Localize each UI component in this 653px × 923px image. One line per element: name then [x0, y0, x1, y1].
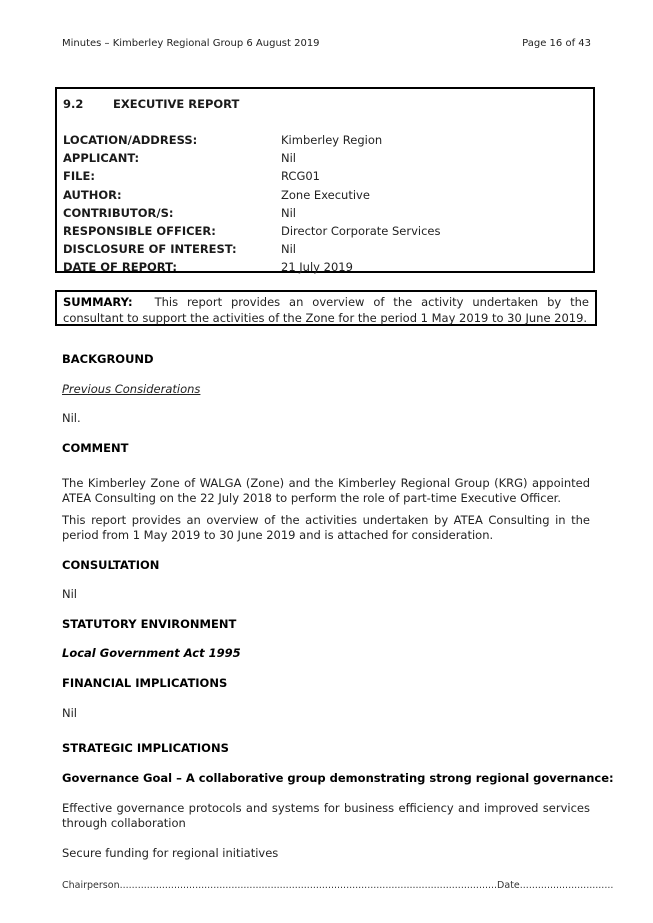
consultation-text: Nil: [62, 587, 77, 601]
detail-label: AUTHOR:: [63, 187, 122, 202]
governance-goal: Governance Goal – A collaborative group demonstrating strong regional governance:: [62, 771, 614, 785]
detail-label: DATE OF REPORT:: [63, 260, 177, 275]
detail-value: Zone Executive: [281, 187, 370, 202]
detail-row: [63, 131, 587, 149]
consultation-heading: CONSULTATION: [62, 558, 160, 572]
financial-heading: FINANCIAL IMPLICATIONS: [62, 676, 228, 690]
statutory-heading: STATUTORY ENVIRONMENT: [62, 617, 237, 631]
statutory-act: Local Government Act 1995: [62, 646, 241, 660]
signature-line: Chairperson.............................................................................................................................Date...............................: [62, 880, 614, 891]
detail-row: [63, 149, 587, 167]
background-heading: BACKGROUND: [62, 352, 154, 366]
report-details-box: [55, 87, 595, 273]
detail-value: Nil: [281, 205, 296, 220]
financial-text: Nil: [62, 706, 77, 720]
report-details-table: [63, 131, 587, 277]
page-header: [62, 38, 591, 52]
detail-label: RESPONSIBLE OFFICER:: [63, 224, 216, 239]
detail-row: [63, 186, 587, 204]
comment-paragraph-2: This report provides an overview of the activities undertaken by ATEA Consulting in the period from 1 May 2019 to 30 June 2019 and is attached for consideration.: [62, 513, 590, 542]
strategic-heading: STRATEGIC IMPLICATIONS: [62, 741, 229, 755]
summary-box: [55, 290, 597, 326]
detail-row: [63, 222, 587, 240]
summary-label: SUMMARY:: [63, 295, 133, 309]
detail-value: Nil: [281, 151, 296, 166]
detail-label: FILE:: [63, 169, 95, 184]
detail-row: [63, 258, 587, 276]
report-title: [63, 97, 239, 111]
report-number: 9.2: [63, 97, 84, 111]
detail-row: [63, 240, 587, 258]
header-title: Minutes – Kimberley Regional Group 6 August 2019: [62, 38, 320, 49]
detail-row: [63, 167, 587, 185]
report-title-text: EXECUTIVE REPORT: [113, 97, 240, 111]
detail-label: APPLICANT:: [63, 151, 140, 166]
detail-value: 21 July 2019: [281, 260, 353, 275]
detail-value: Kimberley Region: [281, 133, 383, 148]
strategic-paragraph-2: Secure funding for regional initiatives: [62, 846, 279, 860]
detail-value: RCG01: [281, 169, 320, 184]
background-text: Nil.: [62, 411, 81, 425]
previous-considerations-subheading: Previous Considerations: [62, 382, 201, 396]
page-number: Page 16 of 43: [522, 38, 591, 49]
comment-heading: COMMENT: [62, 441, 129, 455]
strategic-paragraph-1: Effective governance protocols and systems for business efficiency and improved services through collaboration: [62, 801, 590, 830]
detail-label: DISCLOSURE OF INTEREST:: [63, 242, 237, 257]
detail-row: [63, 204, 587, 222]
detail-label: CONTRIBUTOR/S:: [63, 205, 174, 220]
detail-label: LOCATION/ADDRESS:: [63, 133, 198, 148]
comment-paragraph-1: The Kimberley Zone of WALGA (Zone) and the Kimberley Regional Group (KRG) appointed ATEA Consulting on the 22 July 2018 to perform the role of part-time Executive Officer.: [62, 476, 590, 505]
detail-value: Nil: [281, 242, 296, 257]
summary-text: This report provides an overview of the activity undertaken by the consultant to support the activities of the Zone for the period 1 May 2019 to 30 June 2019.: [63, 295, 589, 325]
detail-value: Director Corporate Services: [281, 224, 441, 239]
